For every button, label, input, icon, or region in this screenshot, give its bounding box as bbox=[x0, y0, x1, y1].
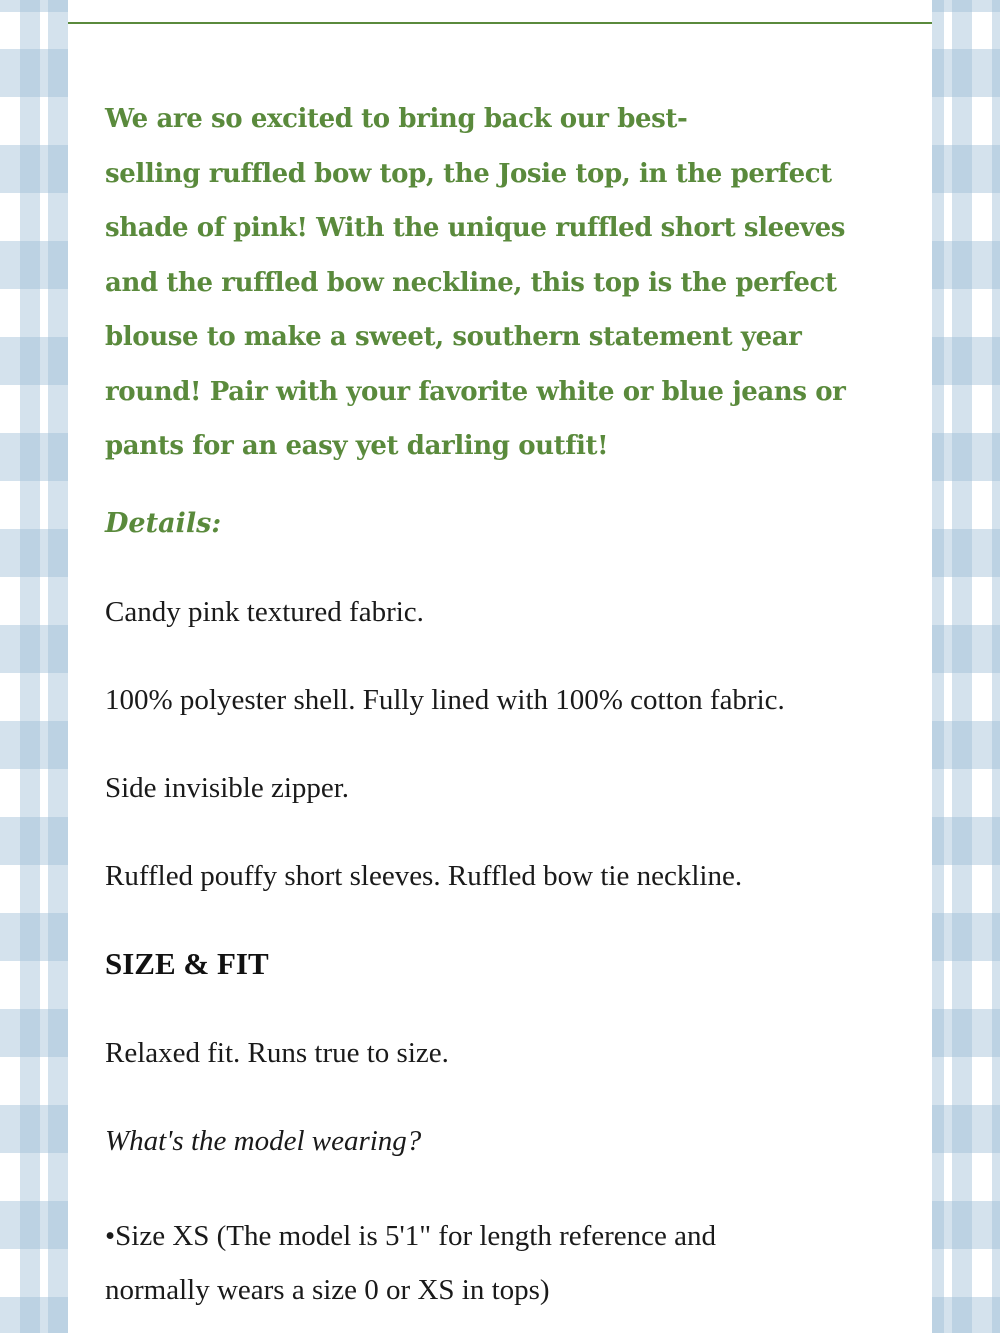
detail-item-material: 100% polyester shell. Fully lined with 100% cotton fabric. bbox=[105, 683, 785, 716]
size-fit-heading: SIZE & FIT bbox=[105, 945, 269, 981]
intro-paragraph bbox=[105, 92, 895, 474]
model-answer-line: normally wears a size 0 or XS in tops) bbox=[105, 1274, 550, 1306]
details-heading: Details: bbox=[105, 507, 222, 539]
intro-line: and the ruffled bow neckline, this top is the perfect bbox=[105, 267, 837, 298]
intro-line: shade of pink! With the unique ruffled short sleeves bbox=[105, 213, 845, 243]
detail-item-zipper: Side invisible zipper. bbox=[105, 771, 350, 804]
intro-line: We are so excited to bring back our best- bbox=[105, 104, 688, 134]
gingham-border-left bbox=[0, 0, 68, 1333]
intro-line: selling ruffled bow top, the Josie top, in the perfect bbox=[105, 158, 832, 189]
model-answer-line: •Size XS (The model is 5'1" for length reference and bbox=[105, 1219, 717, 1252]
detail-item-sleeves: Ruffled pouffy short sleeves. Ruffled bow tie neckline. bbox=[105, 859, 743, 892]
detail-item-fabric: Candy pink textured fabric. bbox=[105, 595, 424, 628]
model-question: What's the model wearing? bbox=[105, 1124, 422, 1157]
fit-text: Relaxed fit. Runs true to size. bbox=[105, 1036, 449, 1069]
intro-line: pants for an easy yet darling outfit! bbox=[105, 431, 609, 461]
intro-line: round! Pair with your favorite white or blue jeans or bbox=[105, 376, 846, 407]
product-description-panel bbox=[68, 0, 932, 1333]
model-answer bbox=[105, 1209, 905, 1318]
description-column bbox=[105, 92, 905, 1318]
top-divider bbox=[68, 22, 932, 24]
gingham-border-right bbox=[932, 0, 1000, 1333]
intro-line: blouse to make a sweet, southern statement year bbox=[105, 322, 802, 352]
